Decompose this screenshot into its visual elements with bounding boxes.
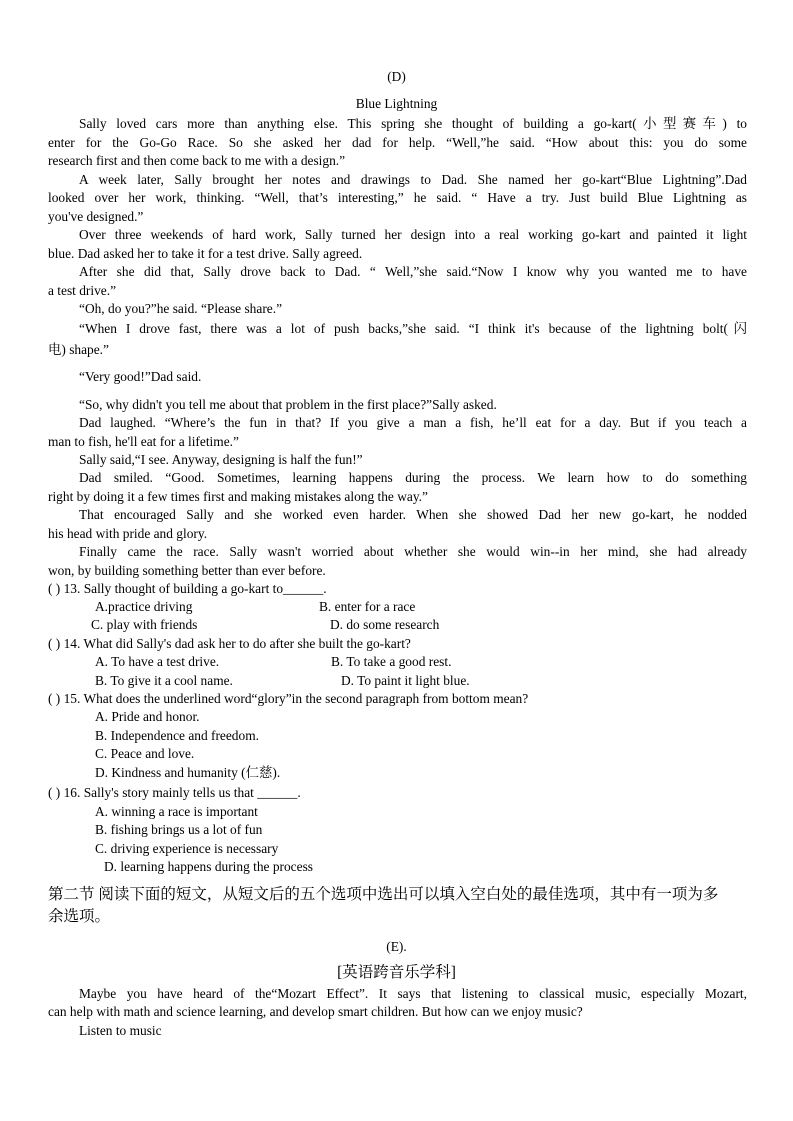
question-stem: ( ) 14. What did Sally's dad ask her to do after she built the go-kart? [48, 636, 411, 651]
answer-option: C. driving experience is necessary [95, 841, 279, 856]
paragraph-line: Sally loved cars more than anything else. This spring she thought of building a go-kart(小型赛车) to [79, 116, 747, 131]
paragraph-line: Dad laughed. “Where’s the fun in that? If you give a man a fish, he’ll eat for a day. But if you teach a [79, 415, 747, 430]
section-instruction: 第二节 阅读下面的短文，从短文后的五个选项中选出可以填入空白处的最佳选项，其中有一项为多 [48, 886, 719, 903]
paragraph-line: his head with pride and glory. [48, 526, 208, 541]
paragraph-line: “When I drove fast, there was a lot of push backs,”she said. “I think it's because of the lightning bolt(闪 [79, 321, 747, 336]
passage-label: (D) [387, 69, 406, 84]
question-stem: ( ) 15. What does the underlined word“glory”in the second paragraph from bottom mean? [48, 691, 529, 706]
answer-option: B. To take a good rest. [331, 654, 452, 669]
paragraph-line: Over three weekends of hard work, Sally turned her design into a real working go-kart and painted it light [79, 227, 747, 242]
paragraph-line: After she did that, Sally drove back to Dad. “ Well,”she said.“Now I know why you wanted me to have [79, 264, 747, 279]
paragraph-line: won, by building something better than ever before. [48, 563, 326, 578]
answer-option: D. do some research [330, 617, 440, 632]
paragraph-line: a test drive.” [48, 283, 117, 298]
passage-title: Blue Lightning [355, 96, 438, 111]
answer-option: A. To have a test drive. [95, 654, 220, 669]
answer-option: C. Peace and love. [95, 746, 195, 761]
answer-option: B. Independence and freedom. [95, 728, 259, 743]
paragraph-line: you've designed.” [48, 209, 144, 224]
subject-tag: [英语跨音乐学科] [337, 964, 456, 981]
paragraph-line: Sally said,“I see. Anyway, designing is half the fun!” [79, 452, 363, 467]
answer-option: A. Pride and honor. [95, 709, 200, 724]
answer-option: A. winning a race is important [95, 804, 258, 819]
section-instruction: 余选项。 [48, 908, 111, 925]
paragraph-line: Finally came the race. Sally wasn't worried about whether she would win--in her mind, she had already [79, 544, 747, 559]
answer-option: B. enter for a race [319, 599, 416, 614]
paragraph-line: research first and then come back to me with a design.” [48, 153, 346, 168]
paragraph-line: That encouraged Sally and she worked even harder. When she showed Dad her new go-kart, he nodded [79, 507, 747, 522]
answer-option: A.practice driving [95, 599, 193, 614]
answer-option: D. Kindness and humanity (仁慈). [95, 765, 281, 780]
paragraph-line: blue. Dad asked her to take it for a test drive. Sally agreed. [48, 246, 363, 261]
paragraph-line: looked over her work, thinking. “Well, that’s interesting,” he said. “ Have a try. Just build Blue Lightning as [48, 190, 747, 205]
answer-option: D. learning happens during the process [104, 859, 313, 874]
answer-option: D. To paint it light blue. [341, 673, 470, 688]
paragraph-line: A week later, Sally brought her notes and drawings to Dad. She named her go-kart“Blue Lightning”.Dad [79, 172, 747, 187]
answer-option: B. fishing brings us a lot of fun [95, 822, 263, 837]
paragraph-line: Listen to music [79, 1023, 162, 1038]
paragraph-line: enter for the Go-Go Race. So she asked her dad for help. “Well,”he said. “How about this: you do some [48, 135, 747, 150]
paragraph-line: right by doing it a few times first and making mistakes along the way.” [48, 489, 428, 504]
question-stem: ( ) 13. Sally thought of building a go-kart to______. [48, 581, 327, 596]
paragraph-line: “Very good!”Dad said. [79, 369, 202, 384]
answer-option: B. To give it a cool name. [95, 673, 233, 688]
paragraph-line: “Oh, do you?”he said. “Please share.” [79, 301, 283, 316]
paragraph-line: Maybe you have heard of the“Mozart Effect”. It says that listening to classical music, especially Mozart, [79, 986, 747, 1001]
answer-option: C. play with friends [91, 617, 198, 632]
paragraph-line: 电) shape.” [48, 342, 109, 357]
question-stem: ( ) 16. Sally's story mainly tells us that ______. [48, 785, 301, 800]
paragraph-line: can help with math and science learning, and develop smart children. But how can we enjoy music? [48, 1004, 583, 1019]
paragraph-line: “So, why didn't you tell me about that problem in the first place?”Sally asked. [79, 397, 497, 412]
passage-label: (E). [386, 939, 407, 954]
paragraph-line: Dad smiled. “Good. Sometimes, learning happens during the process. We learn how to do something [79, 470, 747, 485]
paragraph-line: man to fish, he'll eat for a lifetime.” [48, 434, 239, 449]
